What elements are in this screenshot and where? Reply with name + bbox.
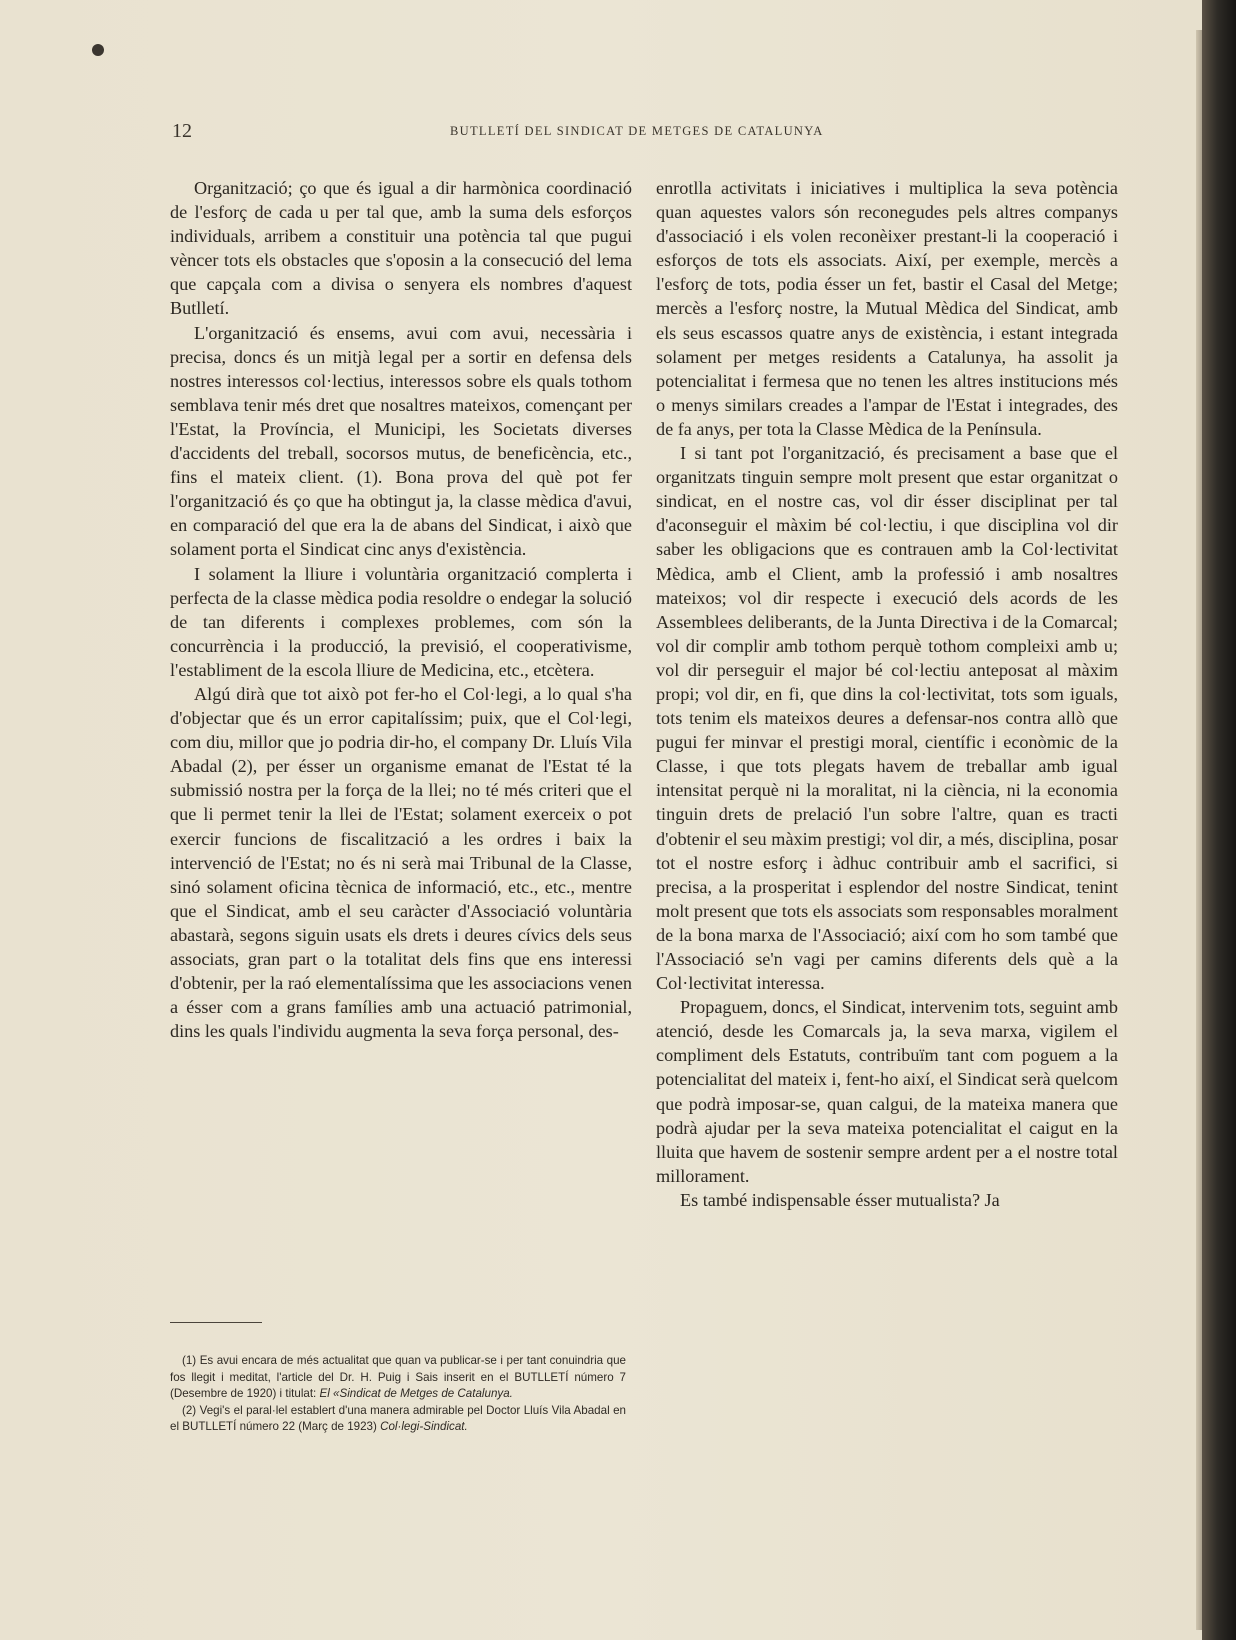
footnote-title: Col·legi-Sindicat.	[380, 1420, 468, 1433]
paragraph: enrotlla activitats i iniciatives i multiplica la seva potència quan aquestes valors són reconegudes pels altres companys d'associació i els volen reconèixer prestant-li la cooperació i esforços de tots els associats. Així, per exemple, mercès a l'esforç de tots, podia ésser un fet, bastir el Casal del Metge; mercès a l'esforç nostre, la Mutual Mèdica del Sindicat, amb els seus escassos quatre anys de existència, i estant integrada solament per metges residents a Catalunya, ha assolit ja potencialitat i fermesa que no tenen les altres institucions més o menys similars creades a l'ampar de l'Estat i integrades, des de fa anys, per tota la Classe Mèdica de la Península.	[656, 178, 1118, 439]
left-column	[170, 176, 632, 1043]
footnote-text: (2) Vegi's el paral·lel establert d'una manera admirable pel Doctor Lluís Vila Abadal en el BUTLLETÍ número 22 (Març de 1923)	[170, 1403, 626, 1433]
right-column	[656, 176, 1118, 1212]
paragraph: Algú dirà que tot això pot fer-ho el Col·legi, a lo qual s'ha d'objectar que és un error capitalíssim; puix, que el Col·legi, com diu, millor que jo podria dir-ho, el company Dr. Lluís Vila Abadal (2), per ésser un organisme emanat de l'Estat té la submissió nostra per la força de la llei; no té més criteri que el que li permet tenir la llei de l'Estat; solament exerceix o pot exercir funcions de fiscalització a les ordres i baix la intervenció de l'Estat; no és ni serà mai Tribunal de la Classe, sinó solament oficina tècnica de informació, etc., etc., mentre que el Sindicat, amb el seu caràcter d'Associació voluntària abastarà, segons siguin usats els drets i deures cívics dels seus associats, gran part o la totalitat dels fins que ens interessi d'obtenir, per la raó elementalíssima que les associacions venen a ésser com a grans famílies amb una actuació patrimonial, dins les quals l'individu augmenta la seva força personal, des-	[170, 683, 632, 1042]
footnotes	[170, 1353, 626, 1436]
footnote-rule	[170, 1322, 262, 1323]
footnote-1	[170, 1353, 626, 1403]
paragraph: Organització; ço que és igual a dir harmònica coordinació de l'esforç de cada u per tal que, amb la suma dels esforços individuals, arribem a constituir una potència tal que pugui vèncer tots els obstacles que s'oposin a la consecució del lema que capçala com a divisa o senyera els nombres d'aquest Butlletí.	[170, 178, 632, 319]
page-edge-shadow	[1202, 0, 1236, 1640]
paragraph: Es també indispensable ésser mutualista? Ja	[680, 1189, 1000, 1210]
paragraph: I solament la lliure i voluntària organització complerta i perfecta de la classe mèdica podia resoldre o endegar la solució de tan diferents i complexes problemes, com són la concurrència i la producció, la previsió, el cooperativisme, l'establiment de la escola lliure de Medicina, etc., etcètera.	[170, 563, 632, 680]
footnote-text: (1) Es avui encara de més actualitat que quan va publicar-se i per tant conuindria que fos llegit i meditat, l'article del Dr. H. Puig i Sais inserit en el BUTLLETÍ número 7 (Desembre de 1920) i titulat:	[170, 1354, 626, 1400]
footnote-2	[170, 1403, 626, 1436]
footnote-title: El «Sindicat de Metges de Catalunya.	[319, 1387, 513, 1400]
paragraph: L'organització és ensems, avui com avui, necessària i precisa, doncs és un mitjà legal per a sortir en defensa dels nostres interessos col·lectius, interessos sobre els quals tothom semblava tenir més dret que nosaltres mateixos, començant per l'Estat, la Província, el Municipi, les Societats diverses d'accidents del treball, socorsos mutus, de beneficència, etc., fins el mateix client. (1). Bona prova del què pot fer l'organització és ço que ha obtingut ja, la classe mèdica d'avui, en comparació del que era la de abans del Sindicat, i això que solament porta el Sindicat cinc anys d'existència.	[170, 322, 632, 560]
paragraph: I si tant pot l'organització, és precisament a base que el organitzats tinguin sempre molt present que estar organitzat o sindicat, en el nostre cas, vol dir ésser disciplinat per tal d'aconseguir el màxim bé col·lectiu, i que disciplina vol dir saber les obligacions que es contrauen amb la Col·lectivitat Mèdica, amb el Client, amb la professió i amb nosaltres mateixos; vol dir respecte i execució dels acords de les Assemblees deliberants, de la Junta Directiva i de la Comarcal; vol dir complir amb tothom perquè tothom compleixi amb u; vol dir perseguir el major bé col·lectiu anteposat al màxim propi; vol dir, en fi, que dins la col·lectivitat, tots som iguals, tots tenim els mateixos deures a defensar-nos contra allò que pugui fer minvar el prestigi moral, científic i econòmic de la Classe, i que tots plegats havem de treballar amb igual intensitat perquè ni la moralitat, ni la ciència, ni la economia tinguin drets de prelació l'un sobre l'altre, quan es tracti d'obtenir el seu màxim prestigi; vol dir, a més, disciplina, posar tot el nostre esforç i àdhuc contribuir amb el sacrifici, si precisa, a la prosperitat i esplendor del nostre Sindicat, tenint molt present que tots els associats som responsables moralment de la bona marxa de l'Associació; així com ho som també que l'Associació se'n vagi per camins diferents dels què a la Col·lectivitat interessa.	[656, 443, 1118, 994]
binding-hole	[92, 44, 104, 56]
page-number: 12	[172, 120, 192, 142]
page-header	[172, 120, 1122, 144]
paragraph: Propaguem, doncs, el Sindicat, intervenim tots, seguint amb atenció, desde les Comarcals ja, la seva marxa, vigilem el compliment dels Estatuts, contribuïm tant com poguem a la potencialitat del mateix i, fent-ho així, el Sindicat serà quelcom que podrà imposar-se, quan calgui, de la mateixa manera que podrà ajudar per la seva mateixa potencialitat el caigut en la lluita que havem de sostenir sempre ardent per a el nostre total millorament.	[656, 997, 1118, 1186]
running-head: BUTLLETÍ DEL SINDICAT DE METGES DE CATALUNYA	[450, 124, 824, 138]
